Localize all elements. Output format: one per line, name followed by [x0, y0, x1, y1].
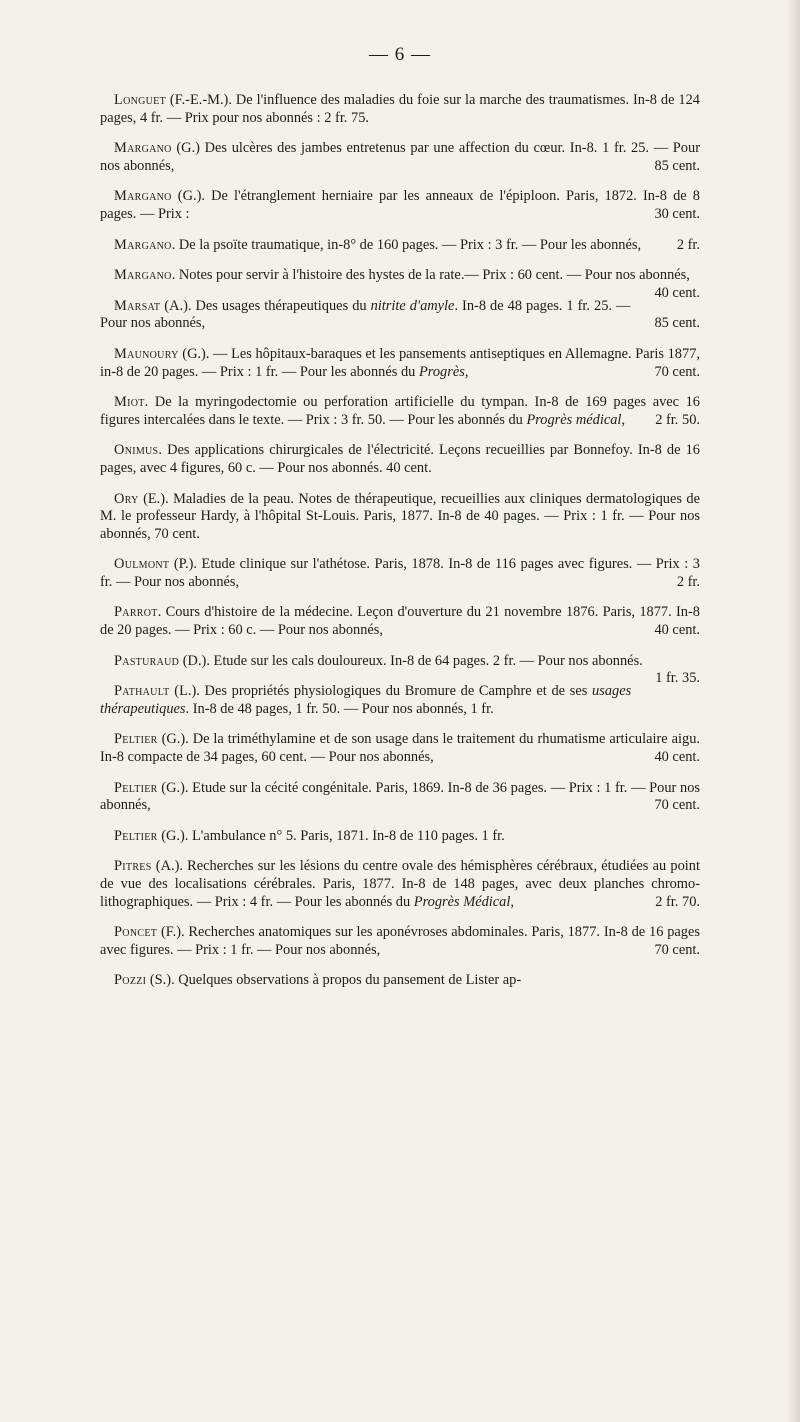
entry-price: 1 fr. 35. [655, 670, 700, 687]
entry-title-italic: Progrès Médical [413, 893, 511, 910]
bib-entry [100, 92, 700, 127]
entry-price: 85 cent. [654, 315, 700, 332]
entry-text: . Des applications chirurgicales de l'électricité. Leçons recueillies par Bonnefoy. In-8 de 16 pages, avec 4 figures, 60 c. — Pour nos abonnés. 40 cent. [100, 442, 700, 476]
entry-title-italic: Progrès médical [526, 411, 622, 428]
entry-author: Parrot [114, 604, 158, 621]
bib-entry [100, 346, 700, 381]
entry-author: Margano [114, 267, 172, 284]
entry-text: (F.-E.-M.). De l'influence des maladies du foie sur la marche des traumatismes. In-8 de 124 pages, 4 fr. — Prix pour nos abonnés : 2 fr. 75. [100, 92, 700, 126]
bib-entry [100, 188, 700, 223]
entry-price: 70 cent. [654, 363, 700, 380]
bib-entry [100, 604, 700, 639]
entry-text: . Cours d'histoire de la médecine. Leçon d'ouverture du 21 novembre 1876. Paris, 1877. In-8 de 20 pages. — Prix : 60 c. — Pour nos abonnés, [100, 604, 700, 639]
entry-title-italic: nitrite d'amyle [370, 297, 455, 314]
entry-text: (G.). — Les hôpitaux-baraques et les pansements antiseptiques en Allemagne. Paris 1877, in-8 de 20 pages. — Prix : 1 fr. — Pour les abonnés du [100, 345, 700, 380]
bib-entry [100, 237, 700, 255]
entry-text: (G.). De l'étranglement herniaire par les anneaux de l'épiploon. Paris, 1872. In-8 de 8 pages. — Prix : [100, 188, 700, 222]
entry-author: Peltier [114, 827, 158, 844]
bibliography-list [100, 92, 700, 1003]
entry-author: Poncet [114, 924, 158, 941]
entry-text: (G.). L'ambulance n° 5. Paris, 1871. In-8 de 110 pages. 1 fr. [157, 827, 505, 844]
entry-author: Peltier [114, 779, 158, 796]
entry-price: 2 fr. 50. [655, 411, 700, 428]
entry-text: (G.). De la triméthylamine et de son usage dans le traitement du rhumatisme articulaire aigu. In-8 compacte de 34 pages, 60 cent. — Pour nos abonnés, [100, 731, 700, 766]
entry-text: (G.). Etude sur la cécité congénitale. Paris, 1869. In-8 de 36 pages. — Prix : 1 fr. — Pour nos abonnés, [100, 779, 700, 814]
entry-price: 2 fr. 70. [655, 893, 700, 910]
entry-text: (A.). Des usages thérapeutiques du [160, 297, 371, 314]
entry-author: Maunoury [114, 345, 179, 362]
entry-text: (D.). Etude sur les cals douloureux. In-8 de 64 pages. 2 fr. — Pour nos abonnés. [179, 652, 643, 669]
entry-author: Pasturaud [114, 652, 180, 669]
entry-author: Margano [114, 140, 172, 157]
bib-entry [100, 394, 700, 429]
entry-author: Longuet [114, 92, 166, 108]
entry-text: , [510, 893, 514, 910]
entry-price: 2 fr. [676, 236, 700, 253]
entry-text: (E.). Maladies de la peau. Notes de thérapeutique, recueillies aux cliniques dermatologiques de M. le professeur Hardy, à l'hôpital St-Louis. Paris, 1877. In-8 de 40 pages. — Prix : 1 fr. — Pour nos abonnés, 70 cent. [100, 490, 700, 542]
entry-author: Pitres [114, 858, 152, 875]
entry-price: 30 cent. [654, 205, 700, 222]
entry-author: Pozzi [114, 972, 147, 989]
entry-price: 85 cent. [654, 157, 700, 174]
bib-entry [100, 780, 700, 815]
page-edge-shadow [786, 0, 800, 1422]
entry-title-italic: usages thérapeutiques [100, 683, 632, 717]
entry-text: , [464, 363, 469, 380]
entry-text: (F.). Recherches anatomiques sur les aponévroses abdominales. Paris, 1877. In-8 de 16 pages avec figures. — Prix : 1 fr. — Pour nos abonnés, [100, 924, 700, 958]
entry-author: Oulmont [114, 556, 170, 573]
entry-text: (P.). Etude clinique sur l'athétose. Paris, 1878. In-8 de 116 pages avec figures. — Prix : 3 fr. — Pour nos abonnés, [100, 556, 700, 590]
bib-entry [100, 828, 700, 846]
bib-entry [100, 858, 700, 911]
page-number: — 6 — [369, 44, 431, 65]
entry-text: (A.). Recherches sur les lésions du centre ovale des hémisphères cérébraux, étudiées au point de vue des localisations cérébrales. Paris, 1877. In-8 de 148 pages, avec deux planches chromo-lithographiques. — Prix : 4 fr. — Pour les abonnés du [100, 858, 700, 910]
entry-price: 70 cent. [654, 797, 700, 814]
entry-author: Margano [114, 236, 172, 253]
entry-author: Ory [114, 490, 139, 507]
entry-text: . Notes pour servir à l'histoire des hystes de la rate.— Prix : 60 cent. — Pour nos abonnés, [171, 267, 690, 284]
entry-author: Peltier [114, 731, 158, 748]
entry-price: 2 fr. [676, 573, 700, 590]
entry-text: , [621, 411, 626, 428]
bib-entry [100, 556, 700, 591]
entry-author: Miot [114, 394, 145, 411]
entry-text: . In-8 de 48 pages, 1 fr. 50. — Pour nos abonnés, 1 fr. [185, 700, 494, 717]
entry-author: Pathault [114, 683, 170, 700]
entry-price: 70 cent. [654, 941, 700, 958]
bib-entry [100, 731, 700, 766]
entry-author: Onimus [114, 442, 159, 459]
bib-entry [100, 683, 700, 718]
bib-entry [100, 652, 700, 687]
entry-text: . De la psoïte traumatique, in-8° de 160 pages. — Prix : 3 fr. — Pour les abonnés, [171, 236, 642, 253]
entry-text: . De la myringodectomie ou perforation artificielle du tympan. In-8 de 169 pages avec 16 figures intercalées dans le texte. — Prix : 3 fr. 50. — Pour les abonnés du [100, 394, 700, 428]
entry-price: 40 cent. [654, 284, 700, 301]
bib-entry [100, 442, 700, 477]
entry-price: 40 cent. [654, 749, 700, 766]
entry-author: Marsat [114, 297, 161, 314]
bib-entry [100, 972, 700, 990]
entry-text: . In-8 de 48 pages. 1 fr. 25. — Pour nos abonnés, [100, 297, 631, 332]
bib-entry [100, 298, 700, 333]
bib-entry [100, 924, 700, 959]
entry-price: 40 cent. [654, 622, 700, 639]
entry-text: (L.). Des propriétés physiologiques du Bromure de Camphre et de ses [169, 683, 593, 700]
bib-entry [100, 491, 700, 544]
entry-author: Margano [114, 188, 172, 205]
bib-entry [100, 267, 700, 301]
bib-entry [100, 140, 700, 175]
entry-text: (S.). Quelques observations à propos du pansement de Lister ap- [146, 972, 522, 989]
entry-text: (G.) Des ulcères des jambes entretenus par une affection du cœur. In-8. 1 fr. 25. — Pour nos abonnés, [100, 140, 700, 174]
entry-title-italic: Progrès [418, 363, 465, 380]
